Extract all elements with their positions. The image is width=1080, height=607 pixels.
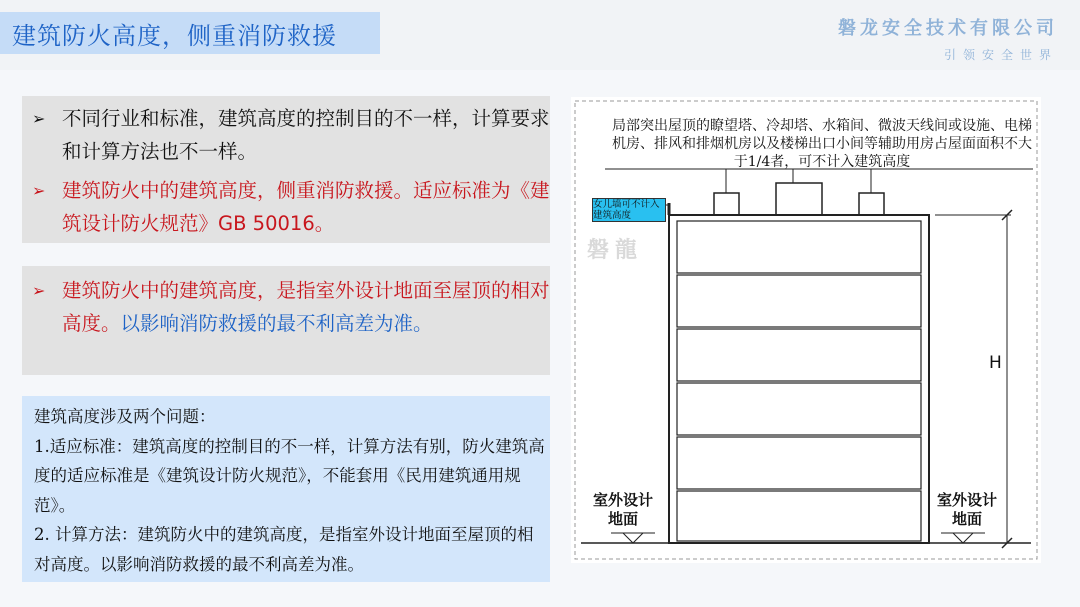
diagram-caption: 局部突出屋顶的瞭望塔、冷却塔、水箱间、微波天线间或设施、电梯机房、排风和排烟机房以及楼梯出口小间等辅助用房占屋面面积不大于1/4者，可不计入建筑高度 <box>612 118 1032 170</box>
note-text <box>34 402 546 579</box>
rooftop-structure <box>714 193 739 215</box>
watermark-logo: 磐龍 <box>587 238 644 263</box>
bullet-text: 建筑防火中的建筑高度，侧重消防救援。适应标准为《建筑设计防火规范》GB 50016。 <box>62 179 550 235</box>
rooftop-structure <box>859 193 884 215</box>
definition-red-text: 建筑防火中的建筑高度，是指室外设计地面至屋顶的相对高度。 <box>62 279 550 335</box>
building-outline <box>669 215 929 543</box>
bullet-text <box>62 274 550 340</box>
note-line: 建筑高度涉及两个问题： <box>34 407 216 426</box>
ground-label-left: 室外设计地面 <box>593 491 654 528</box>
arrow-bullet-icon: ➢ <box>32 109 46 128</box>
key-points-panel <box>22 96 550 243</box>
company-name: 磐龙安全技术有限公司 <box>838 18 1058 39</box>
company-slogan: 引领安全世界 <box>943 48 1058 62</box>
definition-blue-text: 以影响消防救援的最不利高差为准。 <box>120 312 433 335</box>
bullet-item <box>32 102 550 168</box>
ground-marker <box>623 533 643 543</box>
note-line: 2. 计算方法：建筑防火中的建筑高度，是指室外设计地面至屋顶的相对高度。以影响消防救援的最不利高差为准。 <box>34 525 534 574</box>
height-label: H <box>989 353 1002 373</box>
arrow-bullet-icon: ➢ <box>32 281 46 300</box>
definition-panel <box>22 266 550 375</box>
bullet-item <box>32 174 550 240</box>
arrow-bullet-icon: ➢ <box>32 181 46 200</box>
parapet-note-label: 女儿墙可不计入建筑高度 <box>592 198 666 222</box>
rooftop-structure <box>776 183 822 215</box>
bullet-item <box>32 274 550 340</box>
bullet-text: 不同行业和标准，建筑高度的控制目的不一样，计算要求和计算方法也不一样。 <box>62 107 550 163</box>
page-title-box <box>0 12 380 54</box>
note-line: 1.适应标准：建筑高度的控制目的不一样，计算方法有别，防火建筑高度的适应标准是《建筑设计防火规范》，不能套用《民用建筑通用规范》。 <box>34 436 545 515</box>
company-brand <box>838 14 1058 63</box>
page-title: 建筑防火高度，侧重消防救援 <box>12 21 337 50</box>
ground-label-right: 室外设计地面 <box>937 491 998 528</box>
building-height-diagram <box>571 97 1041 563</box>
note-panel <box>22 396 550 582</box>
ground-marker <box>953 533 973 543</box>
